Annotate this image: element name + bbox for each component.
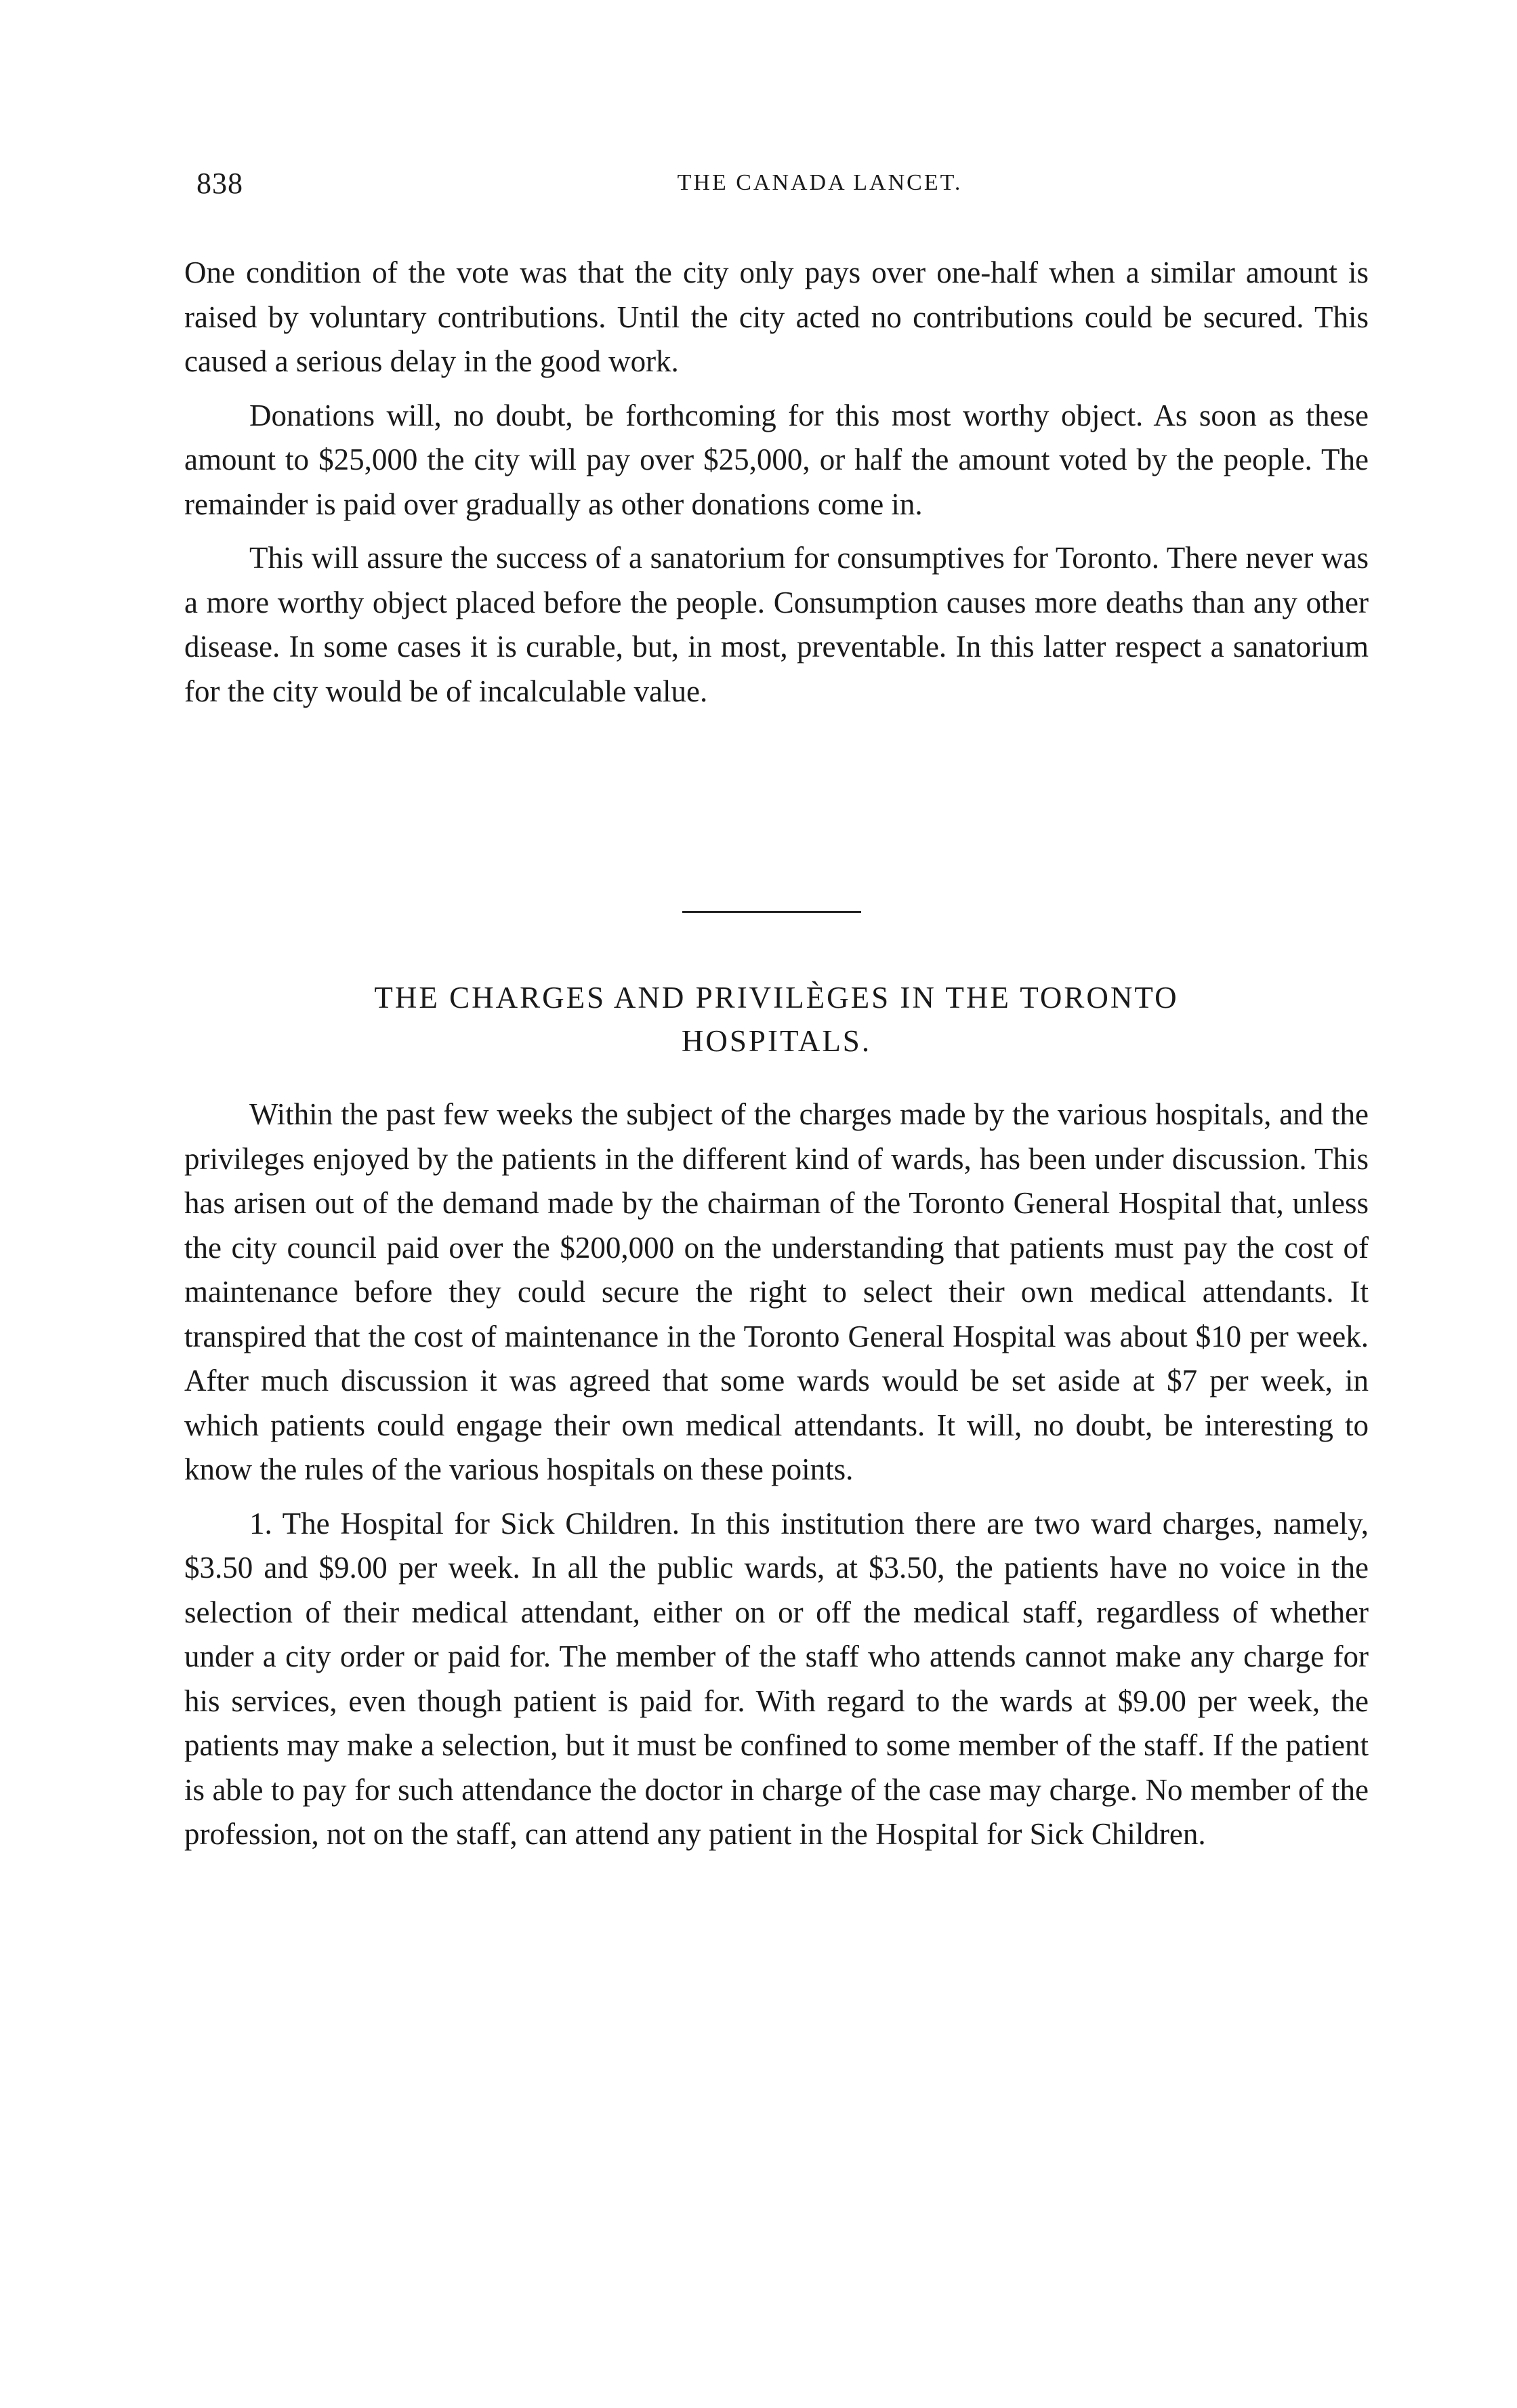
section-title-line: THE CHARGES AND PRIVILÈGES IN THE TORONTO bbox=[374, 981, 1179, 1015]
intro-text bbox=[184, 251, 1369, 714]
section-divider bbox=[682, 911, 861, 913]
page-number: 838 bbox=[196, 167, 243, 200]
paragraph: Within the past few weeks the subject of the charges made by the various hospitals, and the privileges enjoyed by the patients in the different kind of wards, has been under discussion. This has arisen out of the demand made by the chairman of the Toronto General Hospital that, unless the city council paid over the $200,000 on the understanding that patients must pay the cost of maintenance before they could secure the right to select their own medical attendants. It transpired that the cost of maintenance in the Toronto General Hospital was about $10 per week. After much discussion it was agreed that some wards would be set aside at $7 per week, in which patients could engage their own medical attendants. It will, no doubt, be interesting to know the rules of the various hospitals on these points. bbox=[184, 1097, 1369, 1486]
paragraph: 1. The Hospital for Sick Children. In this institution there are two ward charges, namely, $3.50 and $9.00 per week. In all the public wards, at $3.50, the patients have no voice in the selection of their medical attendant, either on or off the medical staff, regardless of whether under a city order or paid for. The member of the staff who attends cannot make any charge for his services, even though patient is paid for. With regard to the wards at $9.00 per week, the patients may make a selection, but it must be confined to some member of the staff. If the patient is able to pay for such attendance the doctor in charge of the case may charge. No member of the profession, not on the staff, can attend any patient in the Hospital for Sick Children. bbox=[184, 1506, 1369, 1851]
page-header bbox=[196, 166, 1362, 207]
section-title bbox=[184, 976, 1369, 1063]
paragraph: One condition of the vote was that the city only pays over one-half when a similar amount is raised by voluntary contributions. Until the city acted no contributions could be secured. This caused a serious delay in the good work. bbox=[184, 256, 1369, 378]
paragraph: Donations will, no doubt, be forthcoming for this most worthy object. As soon as these amount to $25,000 the city will pay over $25,000, or half the amount voted by the people. The remainder is paid over gradually as other donations come in. bbox=[184, 398, 1369, 521]
section-title-line: HOSPITALS. bbox=[681, 1024, 872, 1058]
paragraph: This will assure the success of a sanatorium for consumptives for Toronto. There never was a more worthy object placed before the people. Consumption causes more deaths than any other disease. In some cases it is curable, but, in most, preventable. In this latter respect a sanatorium for the city would be of incalculable value. bbox=[184, 541, 1369, 708]
running-head: THE CANADA LANCET. bbox=[677, 170, 963, 195]
section-body bbox=[184, 1093, 1369, 1857]
